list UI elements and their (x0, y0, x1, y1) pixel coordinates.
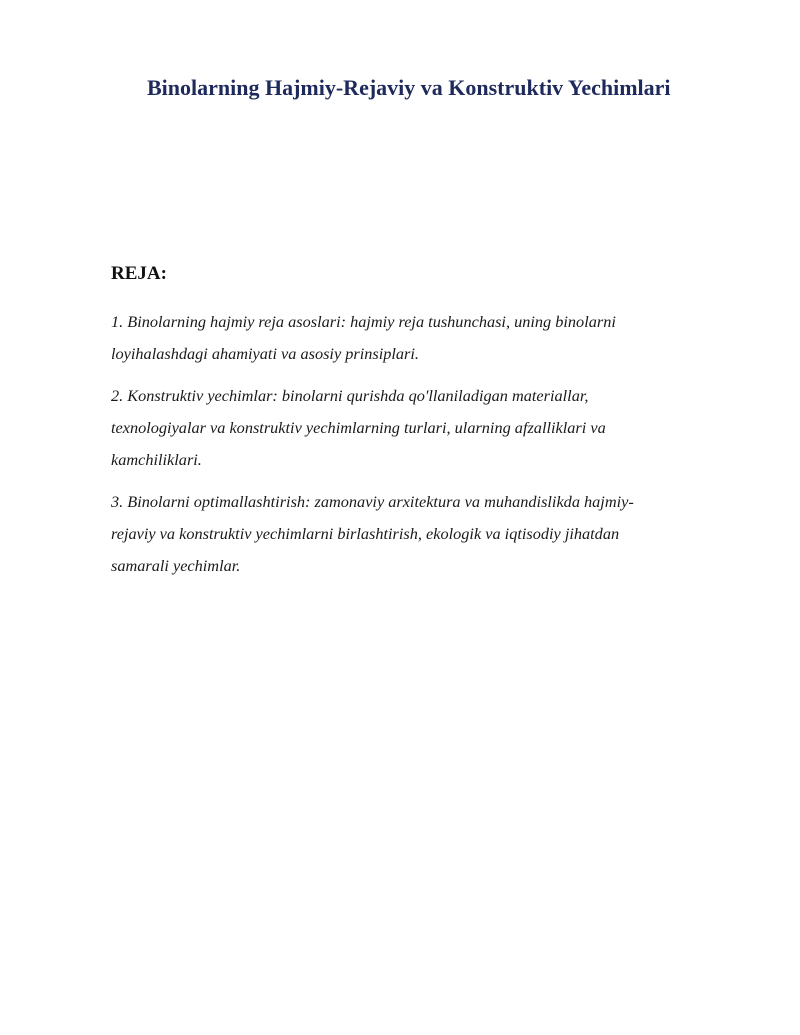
plan-heading: REJA: (111, 263, 167, 284)
plan-item-line: 2. Konstruktiv yechimlar: binolarni qurishda qo'llaniladigan materiallar, (111, 386, 589, 405)
plan-item-line: loyihalashdagi ahamiyati va asosiy prinsiplari. (111, 344, 419, 363)
plan-item-line: texnologiyalar va konstruktiv yechimlarning turlari, ularning afzalliklari va (111, 418, 606, 437)
document-title: Binolarning Hajmiy-Rejaviy va Konstruktiv Yechimlari (147, 75, 671, 100)
plan-item-line: samarali yechimlar. (111, 556, 241, 575)
plan-item-3 (111, 486, 711, 582)
plan-item-1 (111, 306, 711, 370)
plan-item-line: 1. Binolarning hajmiy reja asoslari: hajmiy reja tushunchasi, uning binolarni (111, 312, 616, 331)
plan-item-line: kamchiliklari. (111, 450, 202, 469)
plan-item-2 (111, 380, 711, 476)
plan-item-line: rejaviy va konstruktiv yechimlarni birlashtirish, ekologik va iqtisodiy jihatdan (111, 524, 620, 543)
plan-item-line: 3. Binolarni optimallashtirish: zamonaviy arxitektura va muhandislikda hajmiy- (111, 492, 634, 511)
plan-list (111, 306, 711, 592)
